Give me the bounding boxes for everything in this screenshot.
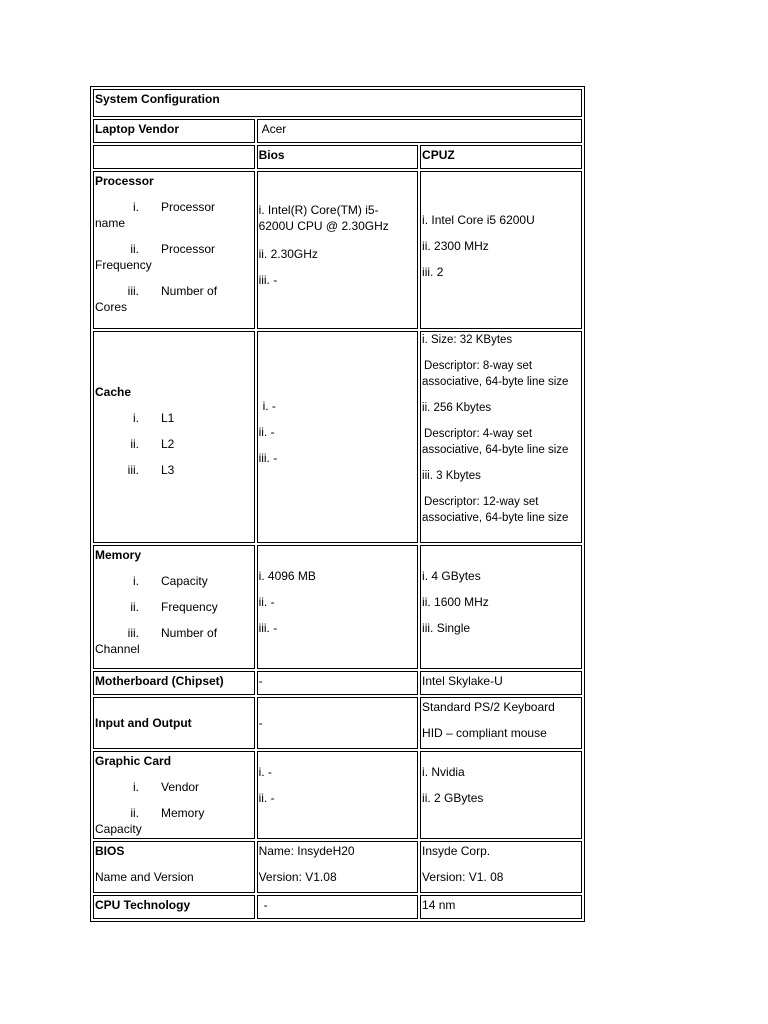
cpuz-value: ii. 1600 MHz xyxy=(422,595,489,609)
list-item xyxy=(95,283,253,315)
bios-cpuz-cell xyxy=(420,841,582,893)
list-item xyxy=(95,599,253,615)
processor-cpuz-cell xyxy=(420,171,582,329)
cpuz-value: i. Size: 32 KBytes xyxy=(422,334,513,346)
table-title: System Configuration xyxy=(93,89,582,117)
bios-heading: BIOS xyxy=(95,844,125,858)
memory-heading: Memory xyxy=(95,548,142,562)
list-item xyxy=(95,805,253,837)
bios-label-cell xyxy=(93,841,255,893)
item-label: Processor xyxy=(161,200,216,214)
cpuz-value: Standard PS/2 Keyboard xyxy=(422,700,555,714)
processor-bios-cell xyxy=(257,171,418,329)
item-label-cont: name xyxy=(95,216,126,230)
item-number: ii. xyxy=(130,600,139,614)
title-row xyxy=(93,89,582,117)
cpuz-value: i. Nvidia xyxy=(422,765,465,779)
item-label: L2 xyxy=(161,437,175,451)
header-row xyxy=(93,145,582,169)
bios-value: iii. - xyxy=(258,451,278,465)
graphic-row xyxy=(93,751,582,839)
bios-value: i. - xyxy=(258,765,272,779)
item-label: Frequency xyxy=(161,600,218,614)
bios-value: i. - xyxy=(262,399,276,413)
cpuz-value: iii. 2 xyxy=(422,265,444,279)
list-item xyxy=(95,241,253,273)
item-label: L1 xyxy=(161,411,175,425)
cpuz-value: HID – compliant mouse xyxy=(422,726,547,740)
cache-label-cell xyxy=(93,331,255,543)
item-number: i. xyxy=(133,200,139,214)
processor-label-cell xyxy=(93,171,255,329)
list-item xyxy=(95,573,253,589)
cpuz-value: i. Intel Core i5 6200U xyxy=(422,213,535,227)
cache-heading: Cache xyxy=(95,385,132,399)
bios-value: ii. - xyxy=(258,595,275,609)
bios-value: 6200U CPU @ 2.30GHz xyxy=(258,219,389,233)
cpuz-value: Descriptor: 4-way set xyxy=(424,428,533,440)
processor-heading: Processor xyxy=(95,174,154,188)
cpuz-value: associative, 64-byte line size xyxy=(422,376,569,388)
cpuz-value: associative, 64-byte line size xyxy=(422,444,569,456)
motherboard-bios: - xyxy=(257,671,418,695)
header-cpuz: CPUZ xyxy=(420,145,582,169)
cpu-tech-label: CPU Technology xyxy=(93,895,255,919)
bios-value: ii. 2.30GHz xyxy=(258,247,318,261)
cpuz-value: Descriptor: 8-way set xyxy=(424,360,533,372)
bios-value: ii. - xyxy=(258,791,275,805)
graphic-cpuz-cell xyxy=(420,751,582,839)
motherboard-cpuz: Intel Skylake-U xyxy=(420,671,582,695)
item-number: i. xyxy=(133,411,139,425)
processor-row xyxy=(93,171,582,329)
bios-value: Version: V1.08 xyxy=(258,870,337,884)
cpuz-value: associative, 64-byte line size xyxy=(422,512,569,524)
system-configuration-table xyxy=(90,86,585,922)
list-item xyxy=(95,199,253,231)
item-number: ii. xyxy=(130,242,139,256)
cpuz-value: iii. 3 Kbytes xyxy=(422,470,481,482)
item-label-cont: Cores xyxy=(95,300,128,314)
cpuz-value: Insyde Corp. xyxy=(422,844,491,858)
memory-row xyxy=(93,545,582,669)
list-item xyxy=(95,436,253,452)
cpuz-value: Descriptor: 12-way set xyxy=(424,496,539,508)
item-label: Vendor xyxy=(161,780,200,794)
bios-value: i. 4096 MB xyxy=(258,569,316,583)
bios-value: iii. - xyxy=(258,273,278,287)
item-number: ii. xyxy=(130,806,139,820)
item-label-cont: Channel xyxy=(95,642,140,656)
list-item xyxy=(95,410,253,426)
vendor-label: Laptop Vendor xyxy=(93,119,255,143)
cpuz-value: i. 4 GBytes xyxy=(422,569,481,583)
item-label: Memory Capacity xyxy=(95,806,205,836)
io-bios: - xyxy=(257,697,418,749)
memory-bios-cell xyxy=(257,545,418,669)
bios-value: Name: InsydeH20 xyxy=(258,844,355,858)
list-item xyxy=(95,462,253,478)
item-label-cont: Frequency xyxy=(95,258,152,272)
list-item xyxy=(95,625,253,657)
cpuz-value: ii. 2300 MHz xyxy=(422,239,489,253)
header-empty-cell xyxy=(93,145,255,169)
motherboard-label: Motherboard (Chipset) xyxy=(93,671,255,695)
bios-value: ii. - xyxy=(258,425,275,439)
io-label: Input and Output xyxy=(93,697,255,749)
item-number: i. xyxy=(133,574,139,588)
io-row xyxy=(93,697,582,749)
item-label: L3 xyxy=(161,463,175,477)
item-label: Number of xyxy=(161,284,218,298)
item-number: ii. xyxy=(130,437,139,451)
vendor-row xyxy=(93,119,582,143)
cache-cpuz-cell xyxy=(420,331,582,543)
bios-bios-cell xyxy=(257,841,418,893)
graphic-label-cell xyxy=(93,751,255,839)
cpuz-value: iii. Single xyxy=(422,621,471,635)
item-number: iii. xyxy=(127,626,139,640)
item-number: iii. xyxy=(127,463,139,477)
bios-value: i. Intel(R) Core(TM) i5- xyxy=(258,203,379,217)
io-cpuz-cell xyxy=(420,697,582,749)
memory-cpuz-cell xyxy=(420,545,582,669)
item-label: Capacity xyxy=(161,574,208,588)
cpu-tech-cpuz: 14 nm xyxy=(420,895,582,919)
cpuz-value: ii. 2 GBytes xyxy=(422,791,484,805)
cpuz-value: ii. 256 Kbytes xyxy=(422,402,492,414)
vendor-value: Acer xyxy=(257,119,582,143)
cpu-tech-bios: - xyxy=(257,895,418,919)
bios-row xyxy=(93,841,582,893)
bios-subheading: Name and Version xyxy=(95,870,194,884)
cache-bios-cell xyxy=(257,331,418,543)
list-item xyxy=(95,779,253,795)
item-number: iii. xyxy=(127,284,139,298)
item-number: i. xyxy=(133,780,139,794)
header-bios: Bios xyxy=(257,145,418,169)
cpuz-value: Version: V1. 08 xyxy=(422,870,504,884)
cache-row xyxy=(93,331,582,543)
graphic-bios-cell xyxy=(257,751,418,839)
graphic-heading: Graphic Card xyxy=(95,754,172,768)
bios-value: iii. - xyxy=(258,621,278,635)
memory-label-cell xyxy=(93,545,255,669)
motherboard-row xyxy=(93,671,582,695)
item-label: Processor xyxy=(161,242,216,256)
item-label: Number of xyxy=(161,626,218,640)
cpu-tech-row xyxy=(93,895,582,919)
